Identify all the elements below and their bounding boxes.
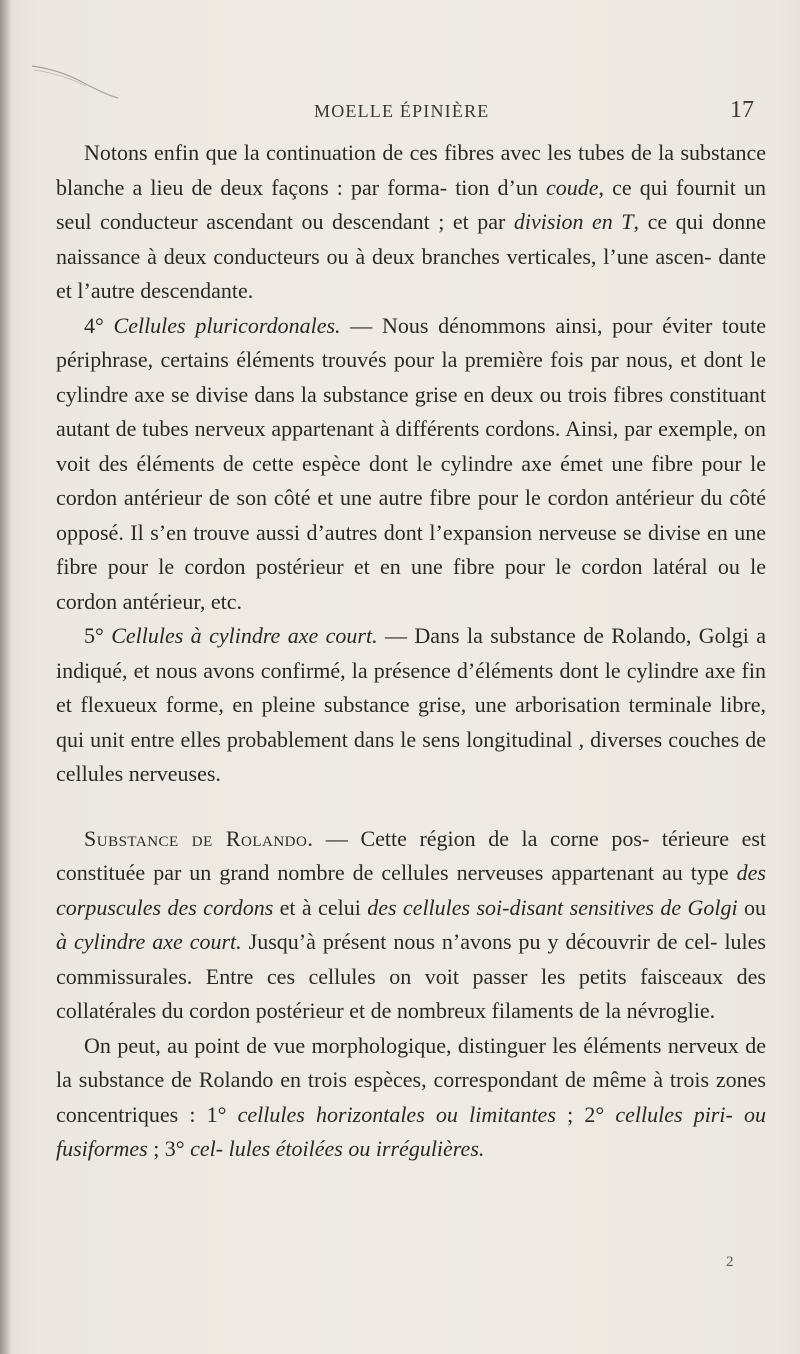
section-heading: Cellules à cylindre axe court. xyxy=(111,623,378,648)
paragraph-cylindre-axe-court: 5° Cellules à cylindre axe court. — Dans la substance de Rolando, Golgi a indiqué, et nous avons confirmé, la présence d’éléments dont le cylindre axe fin et flexueux forme, en pleine substance grise, une arborisation terminale libre, qui unit entre elles probablement dans le sens longitudinal , diverses couches de cellules nerveuses. xyxy=(56,623,766,786)
section-heading: Cellules pluricordonales. xyxy=(113,312,341,338)
running-title: MOELLE ÉPINIÈRE xyxy=(314,101,490,121)
signature-mark: 2 xyxy=(726,1254,734,1270)
corner-mark xyxy=(30,60,120,100)
paragraph-cellules-pluricordonales: 4° Cellules pluricordonales. — Nous dénommons ainsi, pour éviter toute périphrase, certains éléments trouvés pour la première fois par nous, et dont le cylindre axe se divise dans la substance grise en deux ou trois fibres constituant autant de tubes nerveux appartenant à différents cordons. Ainsi, par exemple, on voit des éléments de cette espèce dont le cylindre axe émet une fibre pour le cordon antérieur de son côté et une autre fibre pour le cordon antérieur du côté opposé. Il s’en trouve aussi d’autres dont l’expansion nerveuse se divise en une fibre pour le cordon postérieur et en une fibre pour le cordon latéral ou le cordon antérieur, etc. xyxy=(56,312,766,614)
paragraph-substance-rolando: Substance de Rolando. — Cette région de la corne pos- térieure est constituée par un grand nombre de cellules nerveuses appartenant au type des corpuscules des cordons et à celui des cellules soi-disant sensitives de Golgi ou à cylindre axe court. Jusqu’à présent nous n’avons pu y découvrir de cel- lules commissurales. Entre ces cellules on voit passer les petits faisceaux des collatérales du cordon postérieur et de nombreux filaments de la névroglie. xyxy=(56,825,767,1023)
body-text xyxy=(56,136,766,1167)
paragraph-fiber-continuation: Notons enfin que la continuation de ces fibres avec les tubes de la substance blanche a lieu de deux façons : par forma- tion d’un coude, ce qui fournit un seul conducteur ascendant ou descendant ; et par division en T, ce qui donne naissance à deux conducteurs ou à deux branches verticales, l’une ascen- dante et l’autre descendante. xyxy=(56,140,766,303)
page-edge-shadow xyxy=(0,0,12,1354)
section-heading: Substance de Rolando. xyxy=(84,825,314,851)
paragraph-three-species: On peut, au point de vue morphologique, distinguer les éléments nerveux de la substance de Rolando en trois espèces, correspondant de même à trois zones concentriques : 1° cellules horizontales ou limitantes ; 2° cellules piri- ou fusiformes ; 3° cel- lules étoilées ou irrégulières. xyxy=(56,1032,766,1161)
page-number: 17 xyxy=(730,97,754,123)
